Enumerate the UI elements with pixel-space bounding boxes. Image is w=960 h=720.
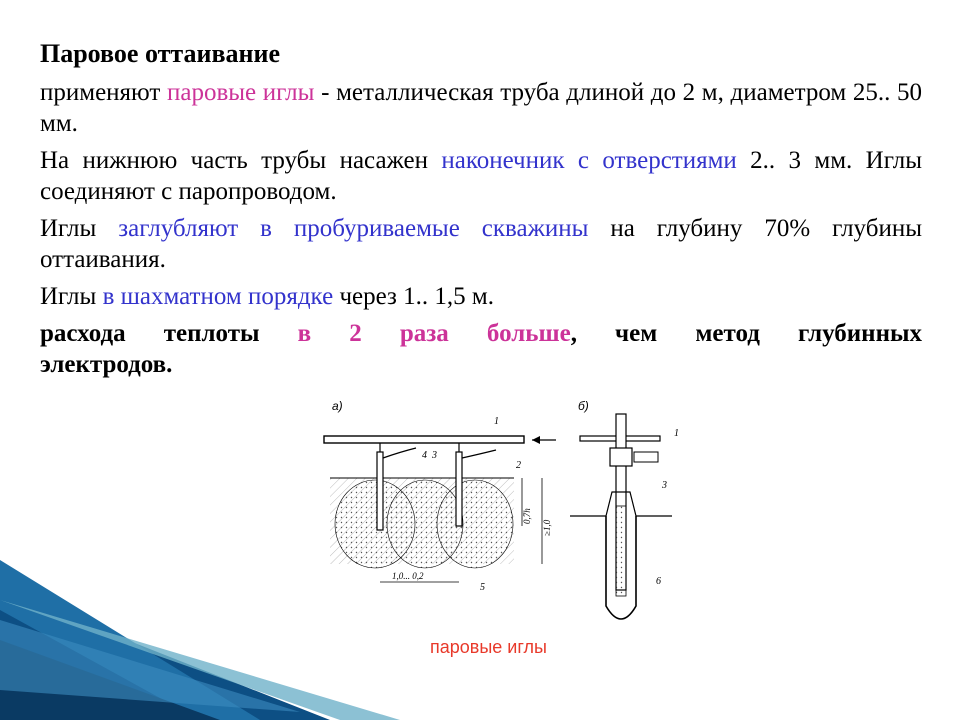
label-2: 2 (516, 460, 521, 471)
valve-body (610, 448, 632, 466)
label-b6: 6 (656, 576, 661, 587)
text-run: , чем метод глубинных (570, 320, 923, 347)
text-run: через 1.. 1,5 м. (333, 283, 494, 310)
paragraph-nozzle (40, 145, 922, 207)
paragraph-steam-needles (40, 77, 922, 139)
thaw-zone-3 (437, 480, 513, 568)
text-run: применяют (40, 79, 167, 106)
paragraph-depth (40, 213, 922, 275)
text-run: - металлическая труба длиной до 2 м, диаметром 25.. 50 мм. (40, 79, 923, 137)
label-b: б) (578, 399, 589, 413)
text-run: 2.. 3 мм. Иглы соединяют с паропроводом. (40, 147, 922, 205)
text-run: На нижнюю часть трубы насажен (40, 147, 442, 174)
line-heat-consumption (40, 318, 922, 349)
label-b3: 3 (662, 480, 667, 491)
arrow-head (532, 436, 540, 444)
slide-body (40, 38, 922, 386)
label-b1: 1 (674, 428, 679, 439)
label-3: 3 (432, 450, 437, 461)
steam-inlet (634, 452, 658, 462)
highlight-checkerboard: в шахматном порядке (102, 283, 334, 310)
hose-2 (462, 450, 496, 458)
highlight-steam-needles: паровые иглы (166, 79, 315, 106)
text-run: расхода теплоты (40, 320, 298, 347)
text-run: Иглы (40, 283, 103, 310)
text-run: Иглы (40, 215, 119, 242)
needle-1 (377, 452, 383, 530)
nozzle (616, 506, 626, 596)
hose-1 (383, 448, 416, 458)
steam-pipe (324, 436, 524, 443)
paragraph-heat-consumption (40, 318, 922, 380)
highlight-boreholes: заглубляют в пробуриваемые скважины (118, 215, 589, 242)
slide-title: Паровое оттаивание (40, 39, 280, 68)
label-4: 4 (422, 450, 427, 461)
highlight-twice-more: в 2 раза больше (297, 320, 571, 347)
figure-caption: паровые иглы (430, 637, 547, 657)
text-run: электродов. (40, 351, 173, 378)
dim-total: ≥1,0 (542, 519, 552, 536)
needle-2 (456, 452, 462, 526)
steam-needles-diagram (320, 396, 692, 646)
text-run: на глубину 70% глубины оттаивания. (40, 215, 923, 273)
dim-depth: 0,7h (522, 508, 532, 524)
label-5: 5 (480, 582, 485, 593)
highlight-nozzle: наконечник с отверстиями (441, 147, 737, 174)
label-1: 1 (494, 416, 499, 427)
paragraph-checkerboard (40, 281, 922, 312)
dim-spacing: 1,0... 0,2 (392, 571, 424, 581)
label-a: а) (332, 399, 343, 413)
